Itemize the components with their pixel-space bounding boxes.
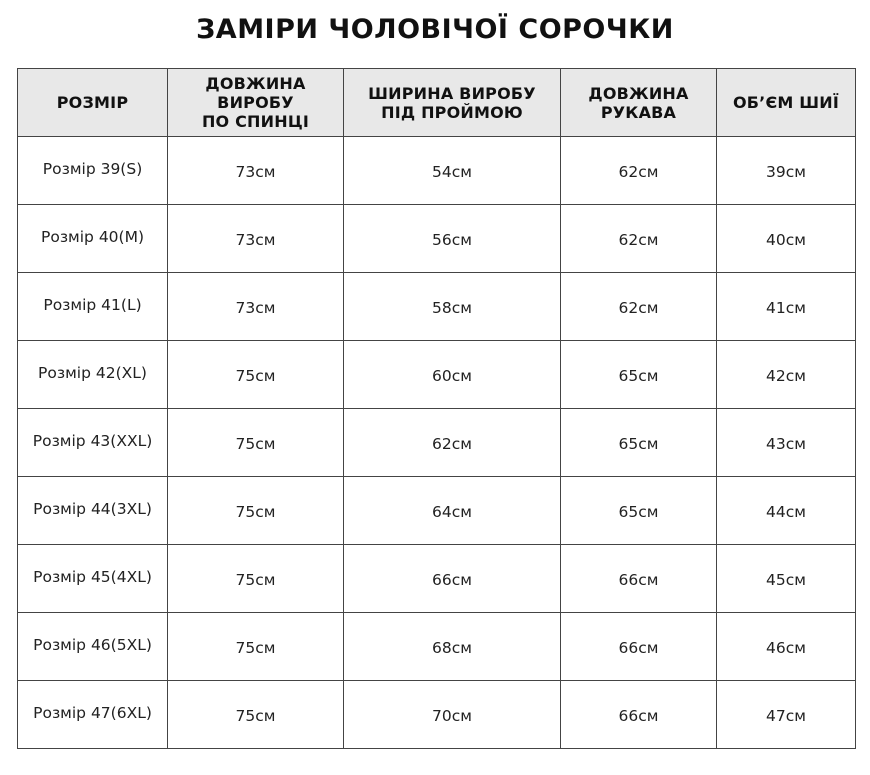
table-row <box>18 205 856 273</box>
cell-width: 56см <box>344 205 561 273</box>
cell-sleeve-length: 62см <box>561 273 717 341</box>
cell-size: Розмір 40(M) <box>18 205 168 273</box>
table-header <box>18 69 856 137</box>
cell-back-length: 73см <box>168 205 344 273</box>
cell-neck-girth: 42см <box>717 341 856 409</box>
cell-back-length: 75см <box>168 681 344 749</box>
cell-size: Розмір 45(4XL) <box>18 545 168 613</box>
cell-back-length: 75см <box>168 409 344 477</box>
cell-size: Розмір 39(S) <box>18 137 168 205</box>
cell-neck-girth: 45см <box>717 545 856 613</box>
header-sleeve-length: ДОВЖИНА РУКАВА <box>561 69 717 137</box>
cell-size: Розмір 43(XXL) <box>18 409 168 477</box>
table-row <box>18 409 856 477</box>
cell-back-length: 75см <box>168 613 344 681</box>
cell-width: 66см <box>344 545 561 613</box>
cell-size: Розмір 41(L) <box>18 273 168 341</box>
cell-back-length: 73см <box>168 137 344 205</box>
cell-size: Розмір 42(XL) <box>18 341 168 409</box>
cell-neck-girth: 47см <box>717 681 856 749</box>
cell-sleeve-length: 62см <box>561 205 717 273</box>
table-row <box>18 477 856 545</box>
cell-width: 54см <box>344 137 561 205</box>
cell-width: 64см <box>344 477 561 545</box>
cell-size: Розмір 44(3XL) <box>18 477 168 545</box>
table-row <box>18 613 856 681</box>
cell-width: 68см <box>344 613 561 681</box>
cell-width: 62см <box>344 409 561 477</box>
table-row <box>18 137 856 205</box>
cell-size: Розмір 47(6XL) <box>18 681 168 749</box>
size-chart-table <box>17 68 856 749</box>
cell-width: 70см <box>344 681 561 749</box>
header-neck-girth: ОБ’ЄМ ШИЇ <box>717 69 856 137</box>
cell-sleeve-length: 65см <box>561 341 717 409</box>
cell-sleeve-length: 65см <box>561 477 717 545</box>
cell-neck-girth: 44см <box>717 477 856 545</box>
table-row <box>18 273 856 341</box>
cell-sleeve-length: 66см <box>561 545 717 613</box>
cell-size: Розмір 46(5XL) <box>18 613 168 681</box>
table-row <box>18 681 856 749</box>
cell-back-length: 75см <box>168 341 344 409</box>
cell-neck-girth: 46см <box>717 613 856 681</box>
cell-sleeve-length: 66см <box>561 613 717 681</box>
cell-sleeve-length: 62см <box>561 137 717 205</box>
header-row <box>18 69 856 137</box>
cell-neck-girth: 43см <box>717 409 856 477</box>
header-width-under-armhole: ШИРИНА ВИРОБУ ПІД ПРОЙМОЮ <box>344 69 561 137</box>
cell-width: 58см <box>344 273 561 341</box>
page-title: ЗАМІРИ ЧОЛОВІЧОЇ СОРОЧКИ <box>196 14 674 45</box>
table-row <box>18 341 856 409</box>
cell-back-length: 73см <box>168 273 344 341</box>
cell-back-length: 75см <box>168 477 344 545</box>
cell-neck-girth: 41см <box>717 273 856 341</box>
cell-neck-girth: 40см <box>717 205 856 273</box>
cell-width: 60см <box>344 341 561 409</box>
cell-neck-girth: 39см <box>717 137 856 205</box>
header-back-length: ДОВЖИНА ВИРОБУ ПО СПИНЦІ <box>168 69 344 137</box>
cell-back-length: 75см <box>168 545 344 613</box>
table-body <box>18 137 856 749</box>
cell-sleeve-length: 66см <box>561 681 717 749</box>
cell-sleeve-length: 65см <box>561 409 717 477</box>
header-size: РОЗМІР <box>18 69 168 137</box>
table-row <box>18 545 856 613</box>
